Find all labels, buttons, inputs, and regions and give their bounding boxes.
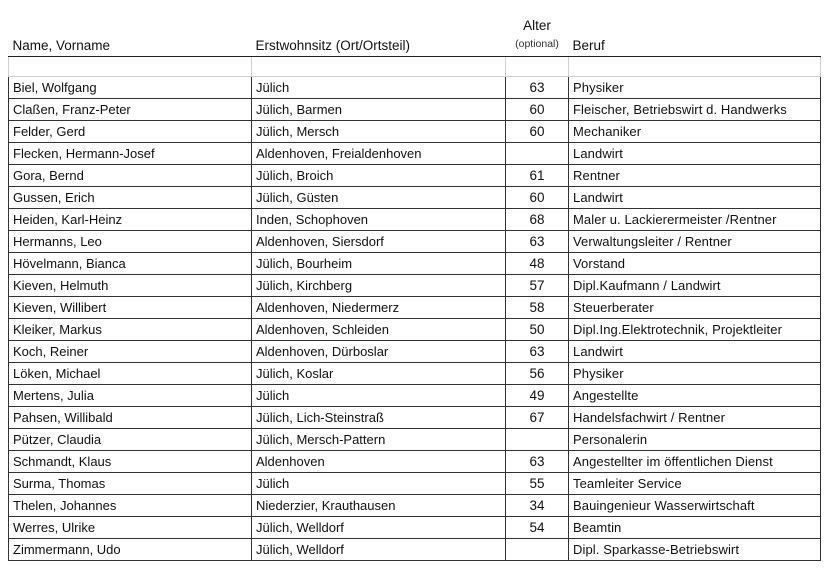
cell-age: 63 (506, 231, 569, 253)
table-row (9, 187, 821, 209)
cell-job: Teamleiter Service (569, 473, 821, 495)
cell-job: Landwirt (569, 341, 821, 363)
cell-age: 49 (506, 385, 569, 407)
cell-name: Koch, Reiner (9, 341, 252, 363)
cell-residence: Jülich, Güsten (252, 187, 506, 209)
table-row (9, 385, 821, 407)
cell-residence: Jülich (252, 473, 506, 495)
cell-age: 48 (506, 253, 569, 275)
cell-name: Claßen, Franz-Peter (9, 99, 252, 121)
cell-job: Rentner (569, 165, 821, 187)
table-row (9, 165, 821, 187)
table-row (9, 121, 821, 143)
cell-residence: Jülich, Welldorf (252, 539, 506, 561)
cell-name: Flecken, Hermann-Josef (9, 143, 252, 165)
cell-age (506, 539, 569, 561)
cell-age: 60 (506, 187, 569, 209)
cell-job: Handelsfachwirt / Rentner (569, 407, 821, 429)
cell-job: Physiker (569, 363, 821, 385)
cell-job: Beamtin (569, 517, 821, 539)
empty-cell (569, 57, 821, 77)
cell-residence: Jülich, Koslar (252, 363, 506, 385)
header-age-label: Alter (523, 18, 551, 33)
cell-residence: Niederzier, Krauthausen (252, 495, 506, 517)
cell-name: Surma, Thomas (9, 473, 252, 495)
cell-residence: Jülich, Mersch-Pattern (252, 429, 506, 451)
header-age-note: (optional) (515, 38, 559, 50)
cell-name: Hövelmann, Bianca (9, 253, 252, 275)
cell-job: Angestellter im öffentlichen Dienst (569, 451, 821, 473)
cell-job: Verwaltungsleiter / Rentner (569, 231, 821, 253)
table-row (9, 539, 821, 561)
cell-residence: Aldenhoven, Dürboslar (252, 341, 506, 363)
cell-job: Dipl.Ing.Elektrotechnik, Projektleiter (569, 319, 821, 341)
cell-age: 50 (506, 319, 569, 341)
header-residence: Erstwohnsitz (Ort/Ortsteil) (252, 7, 506, 57)
cell-job: Personalerin (569, 429, 821, 451)
table-body (9, 77, 821, 561)
table-row (9, 473, 821, 495)
cell-job: Physiker (569, 77, 821, 99)
cell-residence: Jülich, Welldorf (252, 517, 506, 539)
cell-job: Steuerberater (569, 297, 821, 319)
cell-name: Mertens, Julia (9, 385, 252, 407)
cell-age: 63 (506, 77, 569, 99)
cell-job: Fleischer, Betriebswirt d. Handwerks (569, 99, 821, 121)
cell-residence: Jülich, Bourheim (252, 253, 506, 275)
table-row (9, 495, 821, 517)
cell-name: Pahsen, Willibald (9, 407, 252, 429)
cell-residence: Jülich, Barmen (252, 99, 506, 121)
table-row (9, 517, 821, 539)
cell-name: Gussen, Erich (9, 187, 252, 209)
empty-row (9, 57, 821, 77)
cell-age: 61 (506, 165, 569, 187)
cell-name: Gora, Bernd (9, 165, 252, 187)
cell-residence: Jülich, Broich (252, 165, 506, 187)
cell-name: Kieven, Willibert (9, 297, 252, 319)
cell-job: Maler u. Lackierermeister /Rentner (569, 209, 821, 231)
cell-job: Bauingenieur Wasserwirtschaft (569, 495, 821, 517)
empty-cell (506, 57, 569, 77)
cell-name: Biel, Wolfgang (9, 77, 252, 99)
cell-age: 56 (506, 363, 569, 385)
table-row (9, 451, 821, 473)
cell-age: 63 (506, 451, 569, 473)
cell-residence: Aldenhoven, Freialdenhoven (252, 143, 506, 165)
header-age (506, 7, 569, 57)
cell-job: Vorstand (569, 253, 821, 275)
cell-job: Mechaniker (569, 121, 821, 143)
cell-residence: Jülich, Mersch (252, 121, 506, 143)
table-row (9, 253, 821, 275)
cell-name: Werres, Ulrike (9, 517, 252, 539)
candidate-table (8, 7, 821, 561)
cell-name: Schmandt, Klaus (9, 451, 252, 473)
cell-age (506, 143, 569, 165)
table-row (9, 143, 821, 165)
cell-job: Landwirt (569, 143, 821, 165)
table-row (9, 429, 821, 451)
cell-name: Löken, Michael (9, 363, 252, 385)
table-row (9, 407, 821, 429)
header-job: Beruf (569, 7, 821, 57)
table-row (9, 319, 821, 341)
table-row (9, 231, 821, 253)
cell-job: Angestellte (569, 385, 821, 407)
cell-residence: Aldenhoven, Schleiden (252, 319, 506, 341)
cell-residence: Jülich, Lich-Steinstraß (252, 407, 506, 429)
table-row (9, 77, 821, 99)
cell-age: 34 (506, 495, 569, 517)
cell-name: Kieven, Helmuth (9, 275, 252, 297)
table-row (9, 297, 821, 319)
cell-age (506, 429, 569, 451)
table-row (9, 275, 821, 297)
cell-residence: Jülich (252, 77, 506, 99)
cell-job: Landwirt (569, 187, 821, 209)
cell-residence: Aldenhoven, Siersdorf (252, 231, 506, 253)
cell-age: 58 (506, 297, 569, 319)
cell-age: 63 (506, 341, 569, 363)
empty-cell (9, 57, 252, 77)
cell-name: Zimmermann, Udo (9, 539, 252, 561)
cell-name: Thelen, Johannes (9, 495, 252, 517)
cell-job: Dipl. Sparkasse-Betriebswirt (569, 539, 821, 561)
cell-age: 68 (506, 209, 569, 231)
empty-cell (252, 57, 506, 77)
cell-residence: Aldenhoven, Niedermerz (252, 297, 506, 319)
header-name: Name, Vorname (9, 7, 252, 57)
cell-age: 60 (506, 99, 569, 121)
table-row (9, 99, 821, 121)
cell-age: 54 (506, 517, 569, 539)
cell-residence: Jülich (252, 385, 506, 407)
cell-age: 57 (506, 275, 569, 297)
cell-name: Felder, Gerd (9, 121, 252, 143)
cell-job: Dipl.Kaufmann / Landwirt (569, 275, 821, 297)
cell-name: Pützer, Claudia (9, 429, 252, 451)
cell-residence: Jülich, Kirchberg (252, 275, 506, 297)
cell-residence: Inden, Schophoven (252, 209, 506, 231)
cell-name: Kleiker, Markus (9, 319, 252, 341)
cell-residence: Aldenhoven (252, 451, 506, 473)
cell-age: 55 (506, 473, 569, 495)
table-row (9, 209, 821, 231)
cell-age: 60 (506, 121, 569, 143)
cell-name: Heiden, Karl-Heinz (9, 209, 252, 231)
cell-name: Hermanns, Leo (9, 231, 252, 253)
header-row (9, 7, 821, 57)
cell-age: 67 (506, 407, 569, 429)
table-row (9, 363, 821, 385)
table-row (9, 341, 821, 363)
